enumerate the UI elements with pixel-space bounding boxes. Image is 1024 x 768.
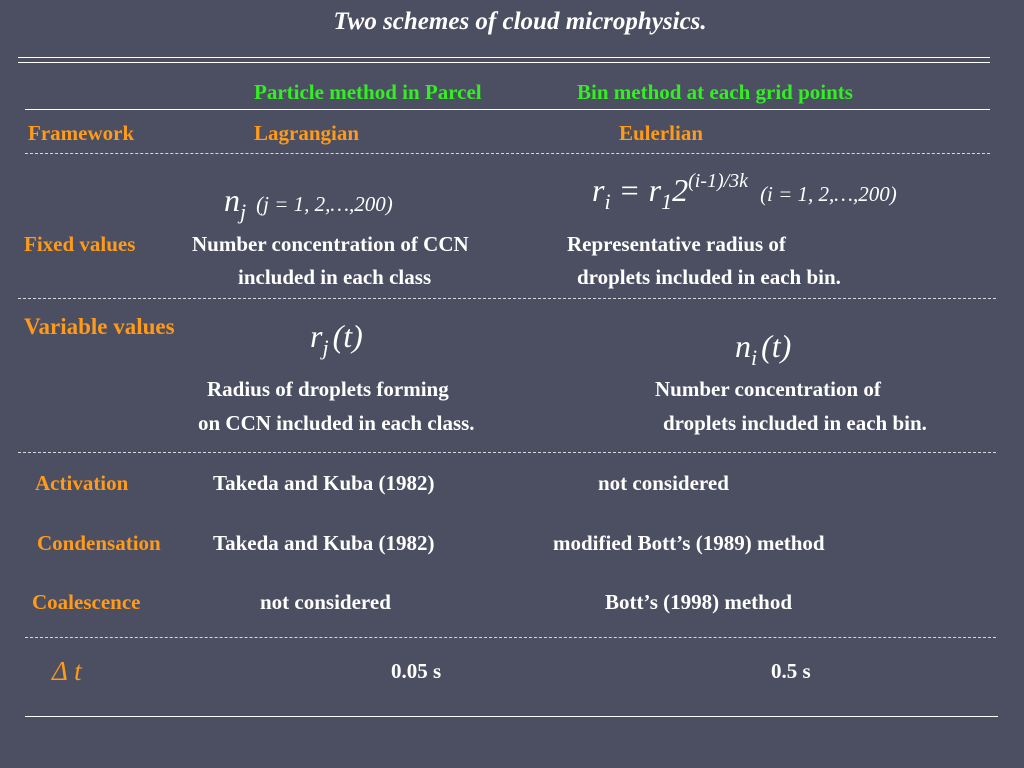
formula-ni-var: n (735, 328, 751, 364)
formula-ri-base: 2 (672, 172, 689, 208)
formula-ni-sub: i (751, 345, 758, 370)
divider-variable (18, 452, 996, 453)
framework-lagrangian: Lagrangian (254, 121, 360, 145)
formula-rj-arg: (t) (332, 318, 363, 354)
formula-ri-lhs-sub: i (604, 189, 611, 214)
condensation-col2: modified Bott’s (1989) method (553, 531, 825, 555)
divider-fixed (18, 298, 996, 299)
formula-ni (735, 328, 792, 370)
formula-nj-var: n (224, 182, 240, 218)
formula-ri-exp: (i-1)/3k (688, 170, 749, 192)
formula-rj-var: r (310, 318, 323, 354)
timestep-col1: 0.05 s (391, 659, 442, 683)
formula-nj (224, 182, 393, 224)
fixed-values-label: Fixed values (24, 232, 136, 256)
variable-values-label: Variable values (24, 314, 175, 339)
formula-ri-rhs: r (648, 172, 662, 208)
fixed-col1-line1: Number concentration of CCN (192, 232, 469, 256)
formula-ri-rhs-sub: 1 (661, 189, 673, 214)
divider-processes (25, 637, 996, 638)
timestep-col2: 0.5 s (771, 659, 811, 683)
formula-ri-lhs: r (592, 172, 605, 208)
coalescence-col2: Bott’s (1998) method (605, 590, 793, 614)
fixed-col1-line2: included in each class (238, 265, 432, 289)
framework-label: Framework (28, 121, 135, 145)
formula-rj (310, 318, 363, 360)
title-rule-bottom (18, 62, 990, 63)
framework-eulerian: Eulerlian (619, 121, 704, 145)
variable-col2-line1: Number concentration of (655, 377, 881, 401)
variable-col2-line2: droplets included in each bin. (663, 411, 927, 435)
condensation-label: Condensation (37, 531, 161, 555)
coalescence-col1: not considered (260, 590, 391, 614)
condensation-col1: Takeda and Kuba (1982) (213, 531, 435, 555)
divider-framework (25, 153, 990, 154)
title-rule-top (18, 57, 990, 58)
activation-col1: Takeda and Kuba (1982) (213, 471, 435, 495)
page-title: Two schemes of cloud microphysics. (333, 8, 707, 35)
bottom-rule (25, 716, 998, 717)
fixed-col2-line1: Representative radius of (567, 232, 786, 256)
activation-col2: not considered (598, 471, 729, 495)
activation-label: Activation (35, 471, 129, 495)
formula-ri-eq: = (620, 172, 639, 208)
formula-nj-range: (j = 1, 2,…,200) (256, 192, 393, 216)
formula-nj-sub: j (240, 199, 247, 224)
variable-col1-line1: Radius of droplets forming (207, 377, 449, 401)
header-bin-method: Bin method at each grid points (577, 80, 853, 104)
formula-ni-arg: (t) (761, 328, 792, 364)
formula-rj-sub: j (322, 335, 329, 360)
header-rule (25, 109, 990, 110)
coalescence-label: Coalescence (32, 590, 141, 614)
formula-ri (592, 170, 897, 214)
header-particle-method: Particle method in Parcel (254, 80, 482, 104)
formula-ri-range: (i = 1, 2,…,200) (760, 182, 897, 206)
variable-col1-line2: on CCN included in each class. (198, 411, 475, 435)
timestep-label: Δ t (52, 656, 82, 686)
fixed-col2-line2: droplets included in each bin. (577, 265, 841, 289)
